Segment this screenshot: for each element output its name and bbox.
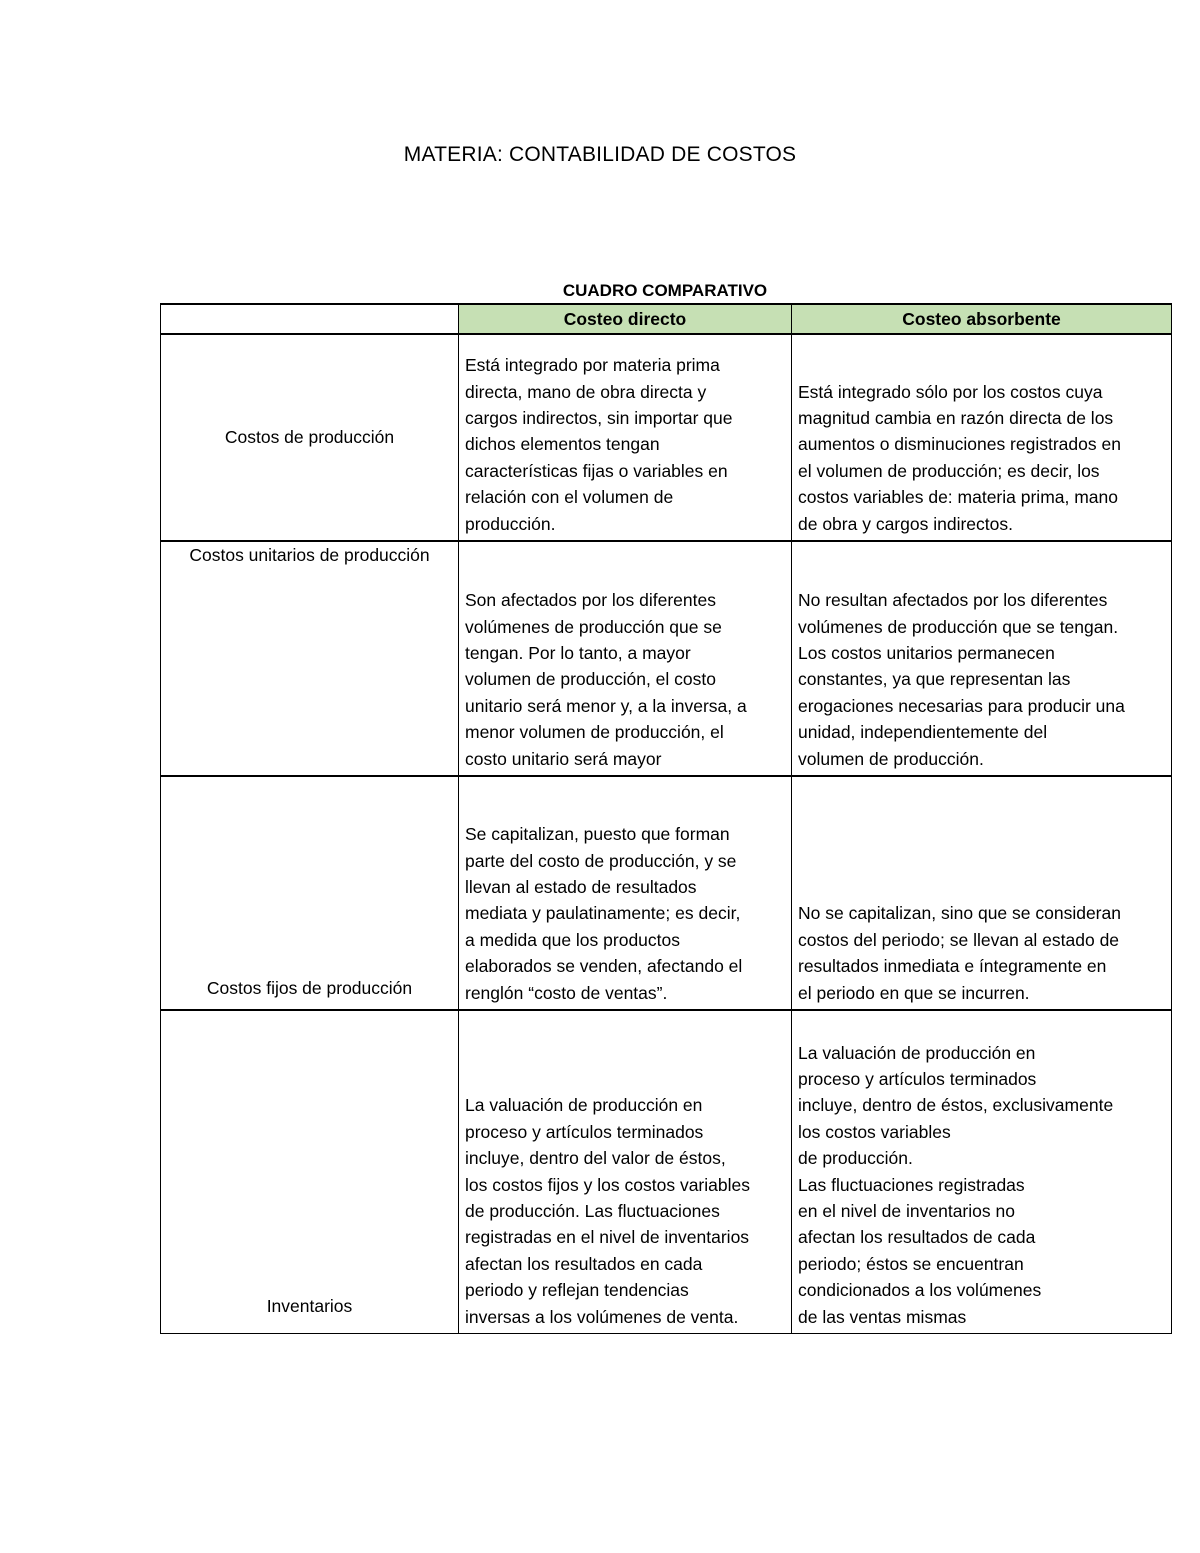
absorbente-cell	[792, 541, 1172, 776]
header-costeo-directo: Costeo directo	[459, 304, 792, 334]
absorbente-text: No resultan afectados por los diferentes volúmenes de producción que se tengan. Los costos unitarios permanecen constantes, ya que representan las erogaciones necesarias para producir una unidad, independientemente del volumen de producción.	[798, 590, 1125, 769]
row-label: Costos unitarios de producción	[189, 545, 430, 565]
absorbente-text: No se capitalizan, sino que se consideran costos del periodo; se llevan al estado de resultados inmediata e íntegramente en el periodo en que se incurren.	[798, 903, 1121, 1003]
document-title: MATERIA: CONTABILIDAD DE COSTOS	[403, 143, 797, 166]
table-row	[161, 1010, 1172, 1334]
table-header-row	[161, 304, 1172, 334]
directo-text: Se capitalizan, puesto que forman parte del costo de producción, y se llevan al estado de resultados mediata y paulatinamente; es decir, a medida que los productos elaborados se venden, afectando el renglón “costo de ventas”.	[465, 824, 743, 1003]
row-label-cell	[161, 776, 459, 1010]
row-label: Costos fijos de producción	[206, 977, 413, 998]
absorbente-cell	[792, 776, 1172, 1010]
table-row	[161, 776, 1172, 1010]
absorbente-text: Está integrado sólo por los costos cuya magnitud cambia en razón directa de los aumentos o disminuciones registrados en el volumen de producción; es decir, los costos variables de: materia prima, mano de obra y cargos indirectos.	[798, 381, 1121, 534]
directo-cell	[459, 1010, 792, 1334]
table-row	[161, 334, 1172, 541]
row-label: Costos de producción	[224, 426, 395, 447]
row-label: Inventarios	[266, 1295, 353, 1316]
table-title: CUADRO COMPARATIVO	[562, 281, 768, 300]
directo-text: Está integrado por materia prima directa, mano de obra directa y cargos indirectos, sin importar que dichos elementos tengan características fijas o variables en relación con el volumen de producción.	[465, 355, 733, 534]
row-label-cell	[161, 541, 459, 776]
directo-cell	[459, 334, 792, 541]
directo-text: Son afectados por los diferentes volúmenes de producción que se tengan. Por lo tanto, a mayor volumen de producción, el costo unitario será menor y, a la inversa, a menor volumen de producción, el costo unitario será mayor	[465, 590, 747, 769]
absorbente-text: La valuación de producción en proceso y artículos terminados incluye, dentro de éstos, exclusivamente los costos variables de producción. Las fluctuaciones registradas en el nivel de inventarios no afectan los resultados de cada periodo; éstos se encuentran condicionados a los volúmenes de las ventas mismas	[798, 1042, 1114, 1327]
absorbente-cell	[792, 1010, 1172, 1334]
header-costeo-absorbente: Costeo absorbente	[792, 304, 1172, 334]
directo-text: La valuación de producción en proceso y artículos terminados incluye, dentro del valor de éstos, los costos fijos y los costos variables de producción. Las fluctuaciones registradas en el nivel de inventarios afectan los resultados en cada periodo y reflejan tendencias inversas a los volúmenes de venta.	[465, 1095, 750, 1327]
comparison-table	[160, 303, 1172, 1334]
header-empty-cell	[161, 304, 459, 334]
row-label-cell	[161, 1010, 459, 1334]
directo-cell	[459, 541, 792, 776]
absorbente-cell	[792, 334, 1172, 541]
row-label-cell	[161, 334, 459, 541]
table-row	[161, 541, 1172, 776]
directo-cell	[459, 776, 792, 1010]
